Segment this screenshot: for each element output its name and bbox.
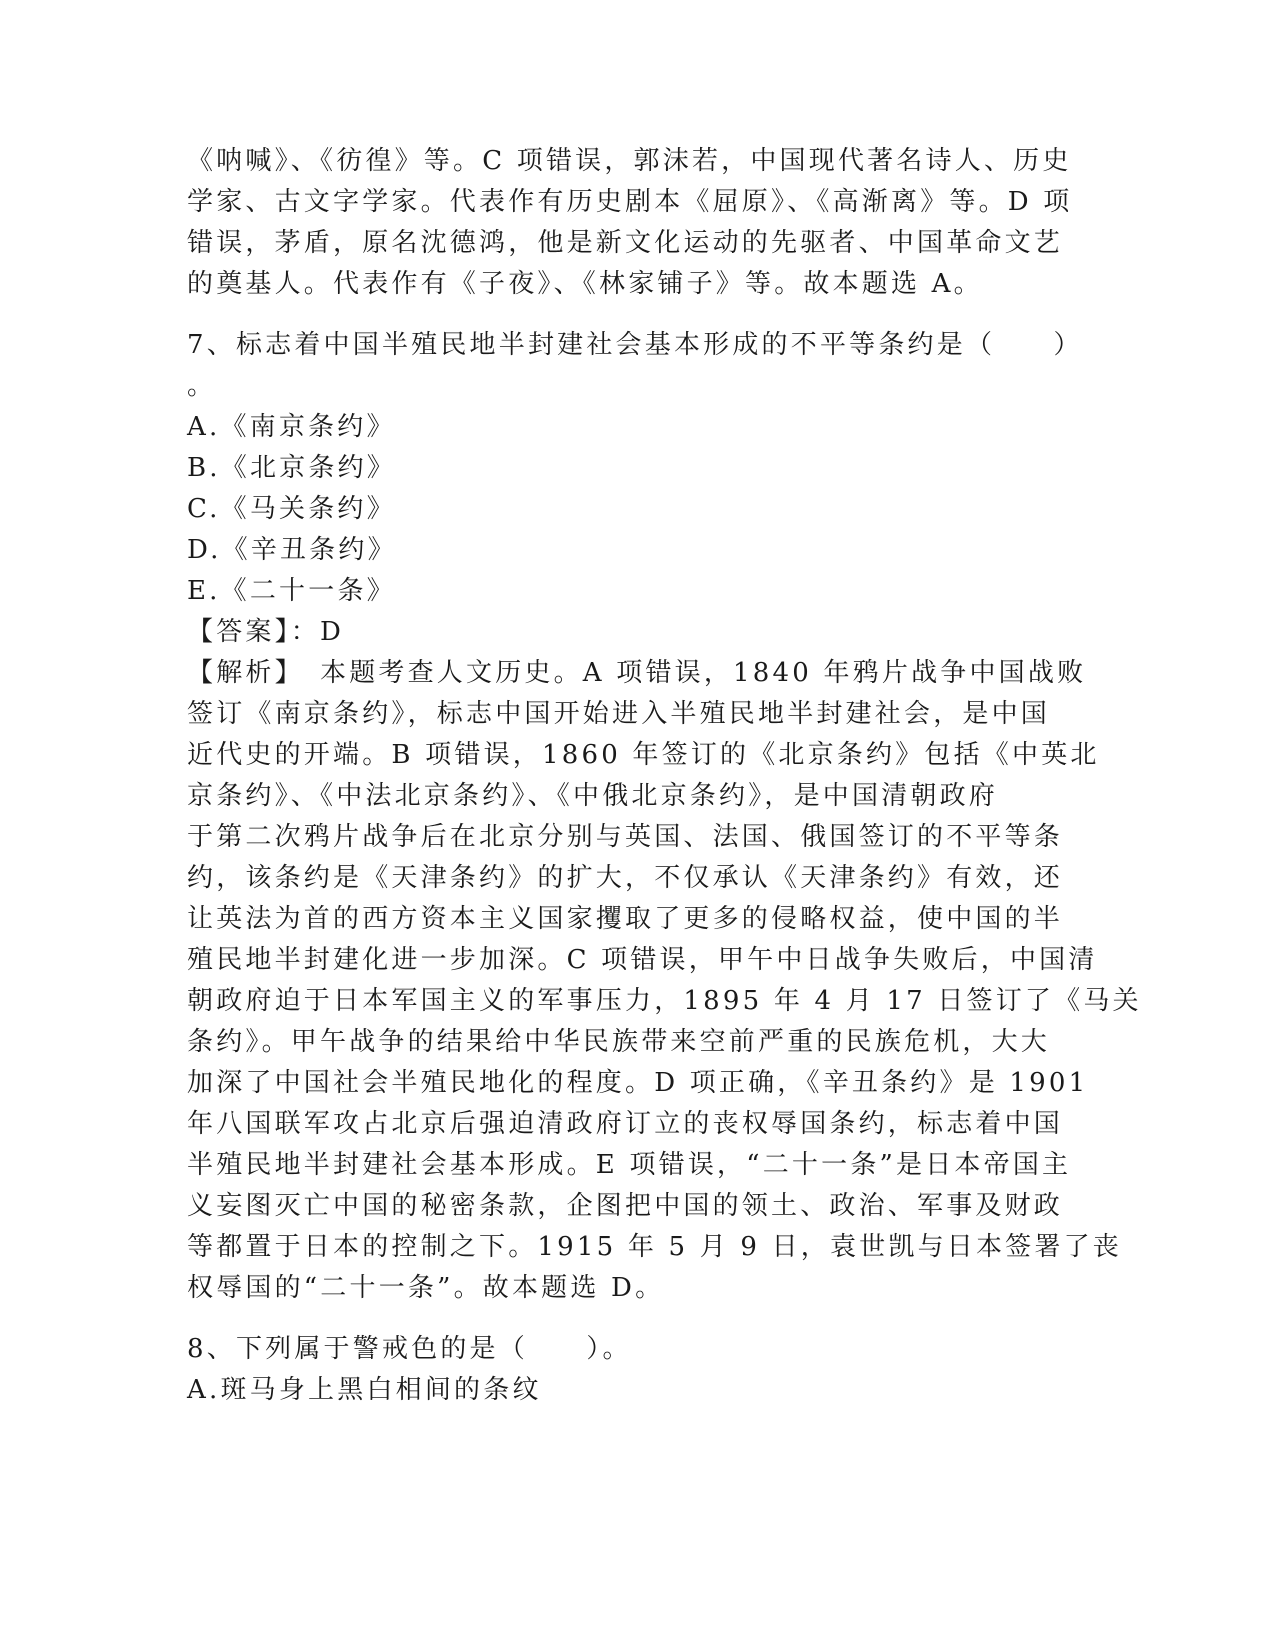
analysis-line: 【解析】 本题考查人文历史。A 项错误，1840 年鸦片战争中国战败 — [187, 658, 1087, 688]
question-7-answer: 【答案】：D — [187, 617, 345, 647]
analysis-line: 等都置于日本的控制之下。1915 年 5 月 9 日，袁世凯与日本签署了丧 — [187, 1232, 1122, 1262]
analysis-line: 于第二次鸦片战争后在北京分别与英国、法国、俄国签订的不平等条 — [187, 822, 1064, 852]
question-7-option-e: E.《二十一条》 — [187, 576, 396, 606]
analysis-line: 约，该条约是《天津条约》的扩大，不仅承认《天津条约》有效，还 — [187, 863, 1064, 893]
analysis-line: 殖民地半封建化进一步加深。C 项错误，甲午中日战争失败后，中国清 — [187, 945, 1098, 975]
analysis-line: 条约》。甲午战争的结果给中华民族带来空前严重的民族危机，大大 — [187, 1027, 1051, 1057]
analysis-line: 近代史的开端。B 项错误，1860 年签订的《北京条约》包括《中英北 — [187, 740, 1100, 770]
question-8-stem: 8、下列属于警戒色的是（ ）。 — [187, 1334, 632, 1364]
text-line: 学家、古文字学家。代表作有历史剧本《屈原》、《高渐离》等。D 项 — [187, 187, 1073, 217]
question-7-option-b: B.《北京条约》 — [187, 453, 396, 483]
analysis-line: 朝政府迫于日本军国主义的军事压力，1895 年 4 月 17 日签订了《马关 — [187, 986, 1142, 1016]
analysis-line: 京条约》、《中法北京条约》、《中俄北京条约》，是中国清朝政府 — [187, 781, 999, 811]
text-line: 的奠基人。代表作有《子夜》、《林家铺子》等。故本题选 A。 — [187, 269, 983, 299]
question-7-option-d: D.《辛丑条约》 — [187, 535, 397, 565]
question-7-stem-end: 。 — [187, 371, 217, 401]
question-7-stem: 7、标志着中国半殖民地半封建社会基本形成的不平等条约是（ ） — [187, 330, 1083, 360]
text-line: 错误，茅盾，原名沈德鸿，他是新文化运动的先驱者、中国革命文艺 — [187, 228, 1064, 258]
analysis-line: 让英法为首的西方资本主义国家攫取了更多的侵略权益，使中国的半 — [187, 904, 1064, 934]
text-line: 《呐喊》、《彷徨》等。C 项错误，郭沫若，中国现代著名诗人、历史 — [187, 146, 1072, 176]
analysis-line: 签订《南京条约》，标志中国开始进入半殖民地半封建社会，是中国 — [187, 699, 1051, 729]
question-8-option-a: A.斑马身上黑白相间的条纹 — [187, 1375, 542, 1405]
question-7-option-c: C.《马关条约》 — [187, 494, 396, 524]
analysis-line: 加深了中国社会半殖民地化的程度。D 项正确，《辛丑条约》是 1901 — [187, 1068, 1089, 1098]
analysis-line: 年八国联军攻占北京后强迫清政府订立的丧权辱国条约，标志着中国 — [187, 1109, 1064, 1139]
analysis-line: 权辱国的“二十一条”。故本题选 D。 — [187, 1273, 665, 1303]
question-7-option-a: A.《南京条约》 — [187, 412, 396, 442]
analysis-line: 义妄图灭亡中国的秘密条款，企图把中国的领土、政治、军事及财政 — [187, 1191, 1064, 1221]
analysis-line: 半殖民地半封建社会基本形成。E 项错误，“二十一条”是日本帝国主 — [187, 1150, 1072, 1180]
